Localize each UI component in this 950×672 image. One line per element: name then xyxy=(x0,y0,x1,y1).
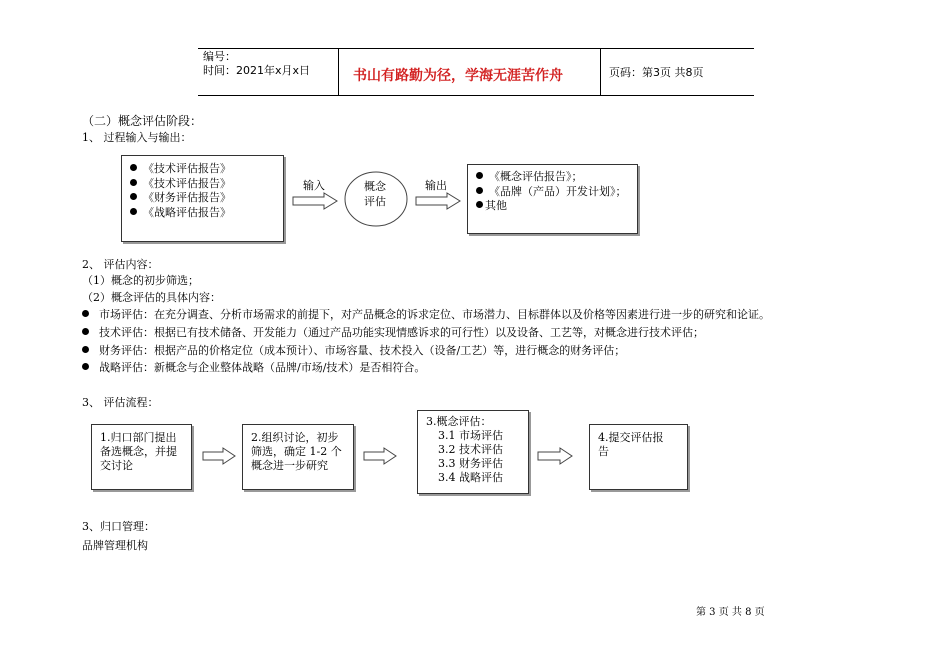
bullet-icon xyxy=(130,164,137,171)
flow-arrow-icon xyxy=(363,447,397,465)
bullet-icon xyxy=(476,187,483,194)
output-arrow-icon xyxy=(415,192,461,210)
bullet-icon xyxy=(130,193,137,200)
management-heading: 3、归口管理： xyxy=(82,520,155,533)
bullet-icon xyxy=(82,310,89,317)
flow-step-4: 4.提交评估报 告 xyxy=(589,424,688,490)
flow-step-3-title: 3.概念评估： xyxy=(426,415,492,428)
header-divider-right xyxy=(600,48,601,96)
content-bullet: 市场评估：在充分调查、分析市场需求的前提下，对产品概念的诉求定位、市场潜力、目标群体以及价格等因素进行进一步的研究和论证。 xyxy=(82,308,770,322)
input-label: 输入 xyxy=(303,179,325,192)
inputs-box xyxy=(121,155,284,242)
content-bullet: 技术评估：根据已有技术储备、开发能力（通过产品功能实现情感诉求的可行性）以及设备、工艺等，对概念进行技术评估； xyxy=(82,326,704,340)
io-heading: 1、 过程输入与输出： xyxy=(82,131,192,144)
bullet-icon xyxy=(476,172,483,179)
document-number-label: 编号： xyxy=(203,50,236,63)
content-item: （2）概念评估的具体内容： xyxy=(82,291,221,304)
flow-step-2: 2.组织讨论，初步 筛选，确定 1-2 个 概念进一步研究 xyxy=(242,424,354,490)
bullet-icon xyxy=(130,179,137,186)
input-item: 《技术评估报告》 xyxy=(130,162,283,177)
header-top-rule xyxy=(198,48,754,49)
bullet-icon xyxy=(82,363,89,370)
output-label: 输出 xyxy=(425,179,447,192)
input-item: 《技术评估报告》 xyxy=(130,177,283,192)
flow-step-1: 1.归口部门提出 备选概念，并提 交讨论 xyxy=(91,424,192,490)
header-divider-left xyxy=(338,48,339,96)
header-page-label: 页码：第3页 共8页 xyxy=(609,66,704,79)
process-heading: 3、 评估流程： xyxy=(82,396,159,409)
flow-arrow-icon xyxy=(537,447,573,465)
bullet-icon xyxy=(82,346,89,353)
footer-page-number: 第 3 页 共 8 页 xyxy=(696,607,765,618)
flow-arrow-icon xyxy=(202,447,236,465)
output-item: 《品牌（产品）开发计划》； xyxy=(476,185,637,200)
bullet-icon xyxy=(130,208,137,215)
header-bottom-rule xyxy=(198,95,754,96)
flow-step-3: 3.概念评估： 3.1 市场评估 3.2 技术评估 3.3 财务评估 3.4 战略评估 xyxy=(417,410,529,494)
concept-evaluation-line2: 评估 xyxy=(364,195,386,208)
content-heading: 2、 评估内容： xyxy=(82,258,159,271)
bullet-icon xyxy=(82,328,89,335)
input-item: 《财务评估报告》 xyxy=(130,191,283,206)
input-item: 《战略评估报告》 xyxy=(130,206,283,221)
section-title: （二）概念评估阶段： xyxy=(82,114,203,128)
output-item: 《概念评估报告》； xyxy=(476,170,637,185)
management-body: 品牌管理机构 xyxy=(82,539,148,552)
bullet-icon xyxy=(476,201,483,208)
outputs-box xyxy=(467,164,638,234)
document-date-label: 时间：2021年x月x日 xyxy=(203,64,311,77)
content-bullet: 战略评估：新概念与企业整体战略（品牌/市场/技术）是否相符合。 xyxy=(82,361,425,375)
header-motto: 书山有路勤为径，学海无涯苦作舟 xyxy=(353,68,563,84)
content-item: （1）概念的初步筛选； xyxy=(82,274,199,287)
content-bullet: 财务评估：根据产品的价格定位（成本预计）、市场容量、技术投入（设备/工艺）等，进行概念的财务评估； xyxy=(82,344,625,358)
input-arrow-icon xyxy=(292,192,338,210)
concept-evaluation-line1: 概念 xyxy=(364,180,386,193)
output-item: 其他 xyxy=(476,199,637,214)
